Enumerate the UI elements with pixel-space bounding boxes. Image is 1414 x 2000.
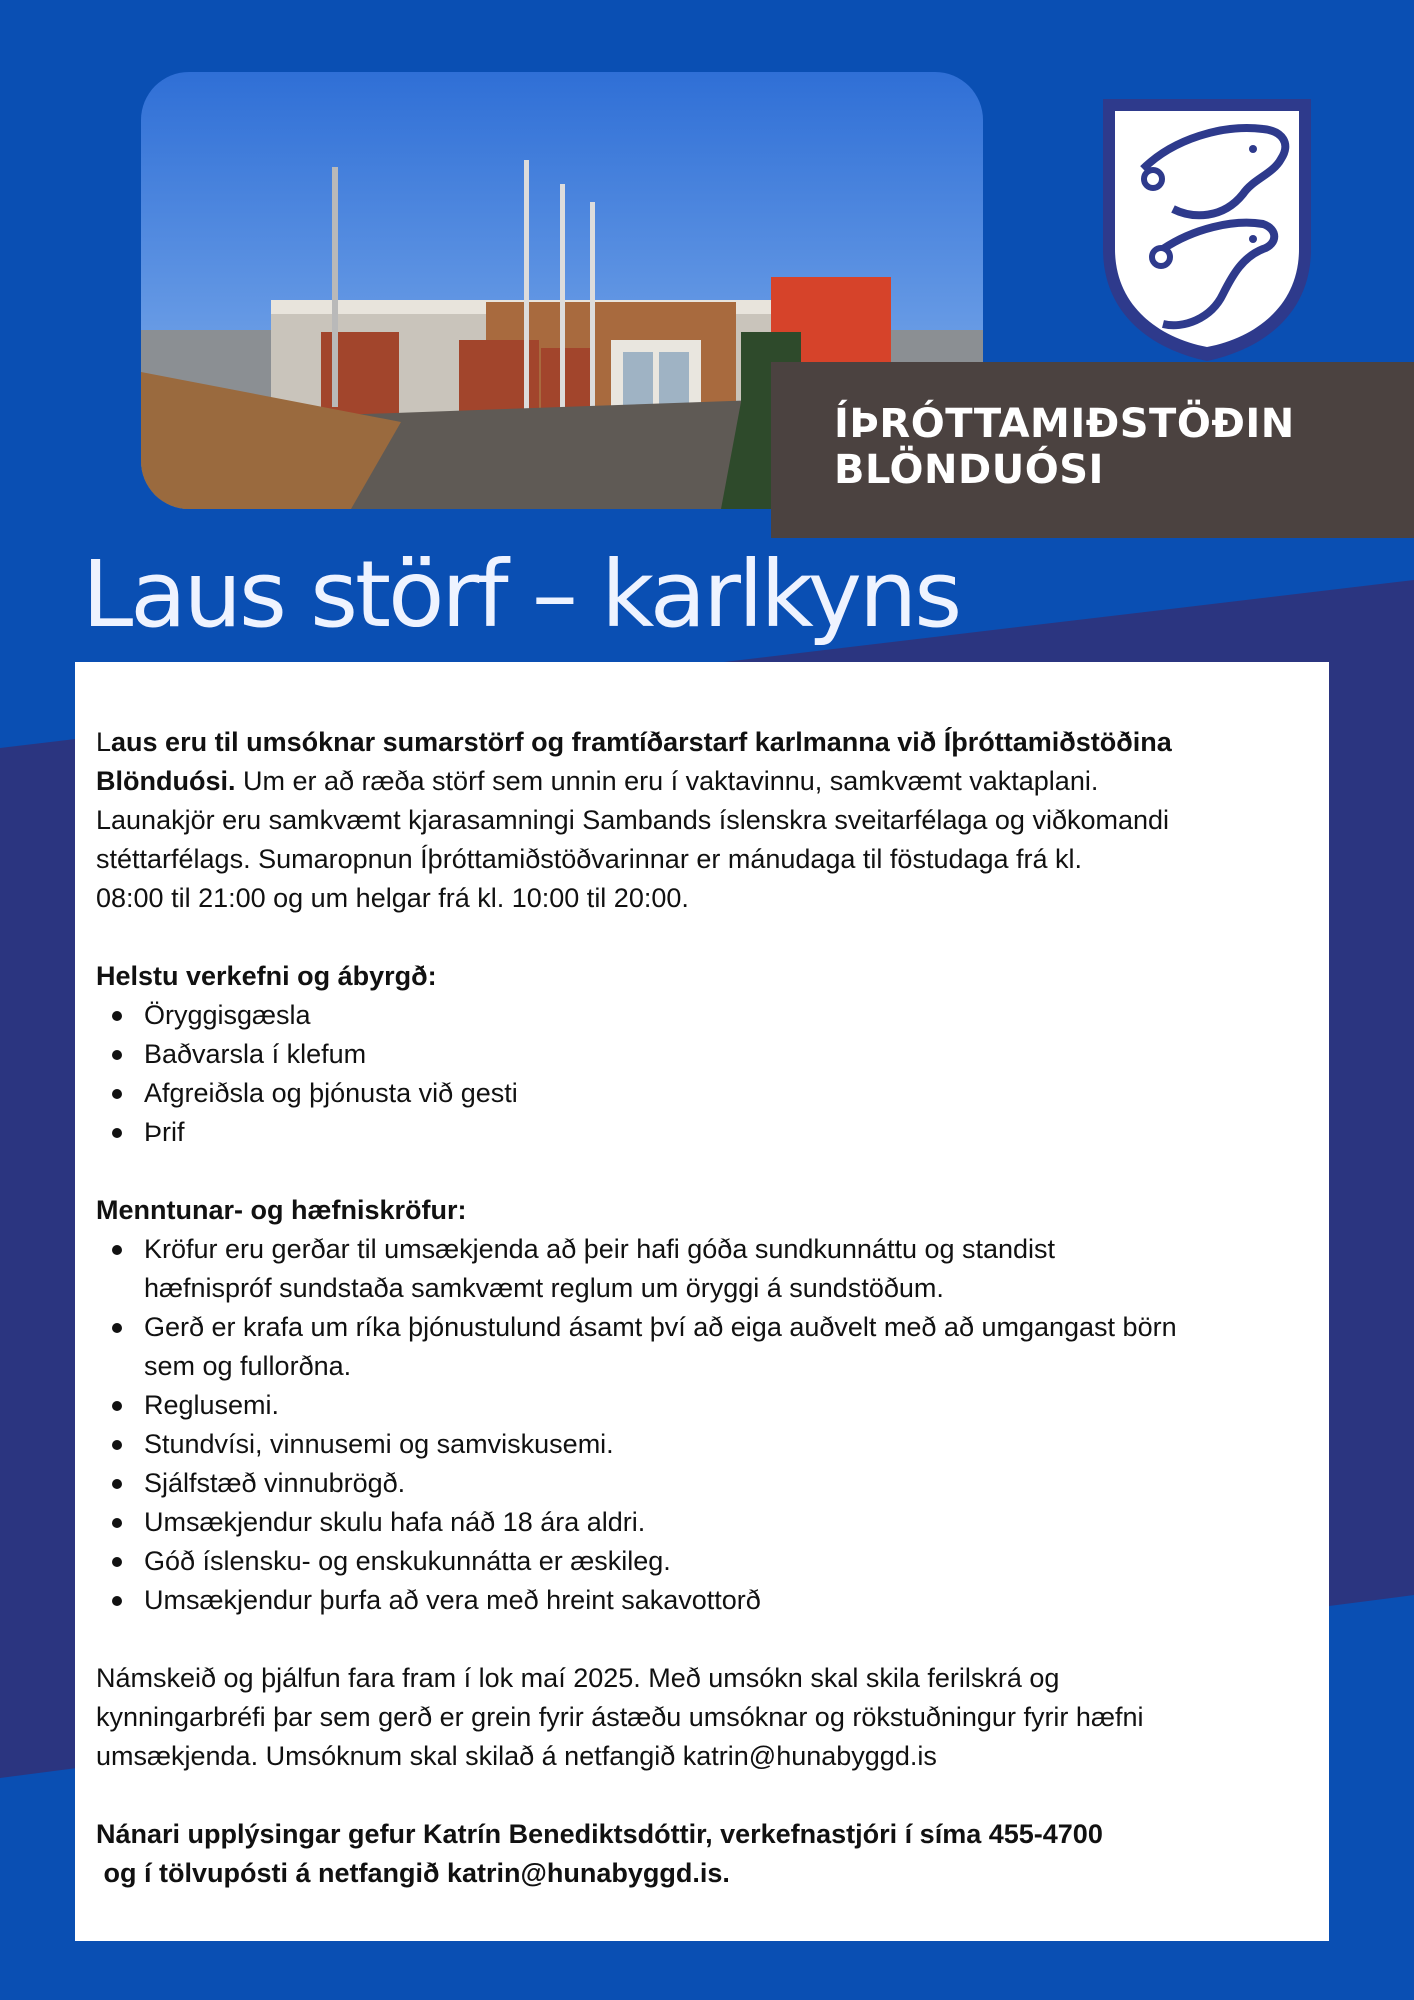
duties-heading: Helstu verkefni og ábyrgð: (96, 961, 437, 991)
facility-name-line1: ÍÞRÓTTAMIÐSTÖÐIN (834, 401, 1295, 447)
list-item: Sjálfstæð vinnubrögð. (96, 1464, 1316, 1503)
intro-lead-bold-2: Blönduósi. (96, 766, 236, 796)
facility-name-box (771, 362, 1414, 538)
list-item: Afgreiðsla og þjónusta við gesti (96, 1074, 1316, 1113)
intro-line4: stéttarfélags. Sumaropnun Íþróttamiðstöðvarinnar er mánudaga til föstudaga frá kl. (96, 844, 1083, 874)
requirements-heading: Menntunar- og hæfniskröfur: (96, 1195, 467, 1225)
list-item: Stundvísi, vinnusemi og samviskusemi. (96, 1425, 1316, 1464)
list-item: Gerð er krafa um ríka þjónustulund ásamt því að eiga auðvelt með að umgangast börn sem og fullorðna. (96, 1308, 1316, 1386)
job-ad-content (96, 723, 1316, 1893)
list-item: Góð íslensku- og enskukunnátta er æskileg. (96, 1542, 1316, 1581)
intro-paragraph (96, 723, 1316, 918)
intro-line2: Um er að ræða störf sem unnin eru í vaktavinnu, samkvæmt vaktaplani. (235, 766, 1099, 796)
contact-paragraph: Nánari upplýsingar gefur Katrín Benediktsdóttir, verkefnastjóri í síma 455-4700 og í tölvupósti á netfangið katrin@hunabyggd.is. (96, 1819, 1103, 1888)
requirements-list (96, 1230, 1316, 1620)
list-item: Baðvarsla í klefum (96, 1035, 1316, 1074)
training-paragraph: Námskeið og þjálfun fara fram í lok maí 2025. Með umsókn skal skila ferilskrá og kynningarbréfi þar sem gerð er grein fyrir ástæðu umsóknar og rökstuðningur fyrir hæfni umsækjenda. Umsóknum skal skilað á netfangið katrin@hunabyggd.is (96, 1663, 1144, 1771)
list-item: Kröfur eru gerðar til umsækjenda að þeir hafi góða sundkunnáttu og standist hæfnispróf sundstaða samkvæmt reglum um öryggi á sundstöðum. (96, 1230, 1316, 1308)
page-title: Laus störf – karlkyns (82, 541, 960, 648)
intro-initial: L (96, 727, 112, 757)
intro-line5: 08:00 til 21:00 og um helgar frá kl. 10:00 til 20:00. (96, 883, 689, 913)
list-item: Öryggisgæsla (96, 996, 1316, 1035)
job-ad-card (75, 662, 1329, 1941)
list-item: Reglusemi. (96, 1386, 1316, 1425)
list-item: Þrif (96, 1113, 1316, 1152)
polar-bears-crest-icon (1103, 99, 1311, 361)
duties-list (96, 996, 1316, 1152)
list-item: Umsækjendur skulu hafa náð 18 ára aldri. (96, 1503, 1316, 1542)
intro-lead-bold: aus eru til umsóknar sumarstörf og framtíðarstarf karlmanna við Íþróttamiðstöðina (111, 727, 1172, 757)
intro-line3: Launakjör eru samkvæmt kjarasamningi Sambands íslenskra sveitarfélaga og viðkomandi (96, 805, 1170, 835)
list-item: Umsækjendur þurfa að vera með hreint sakavottorð (96, 1581, 1316, 1620)
facility-name-line2: BLÖNDUÓSI (834, 447, 1104, 493)
